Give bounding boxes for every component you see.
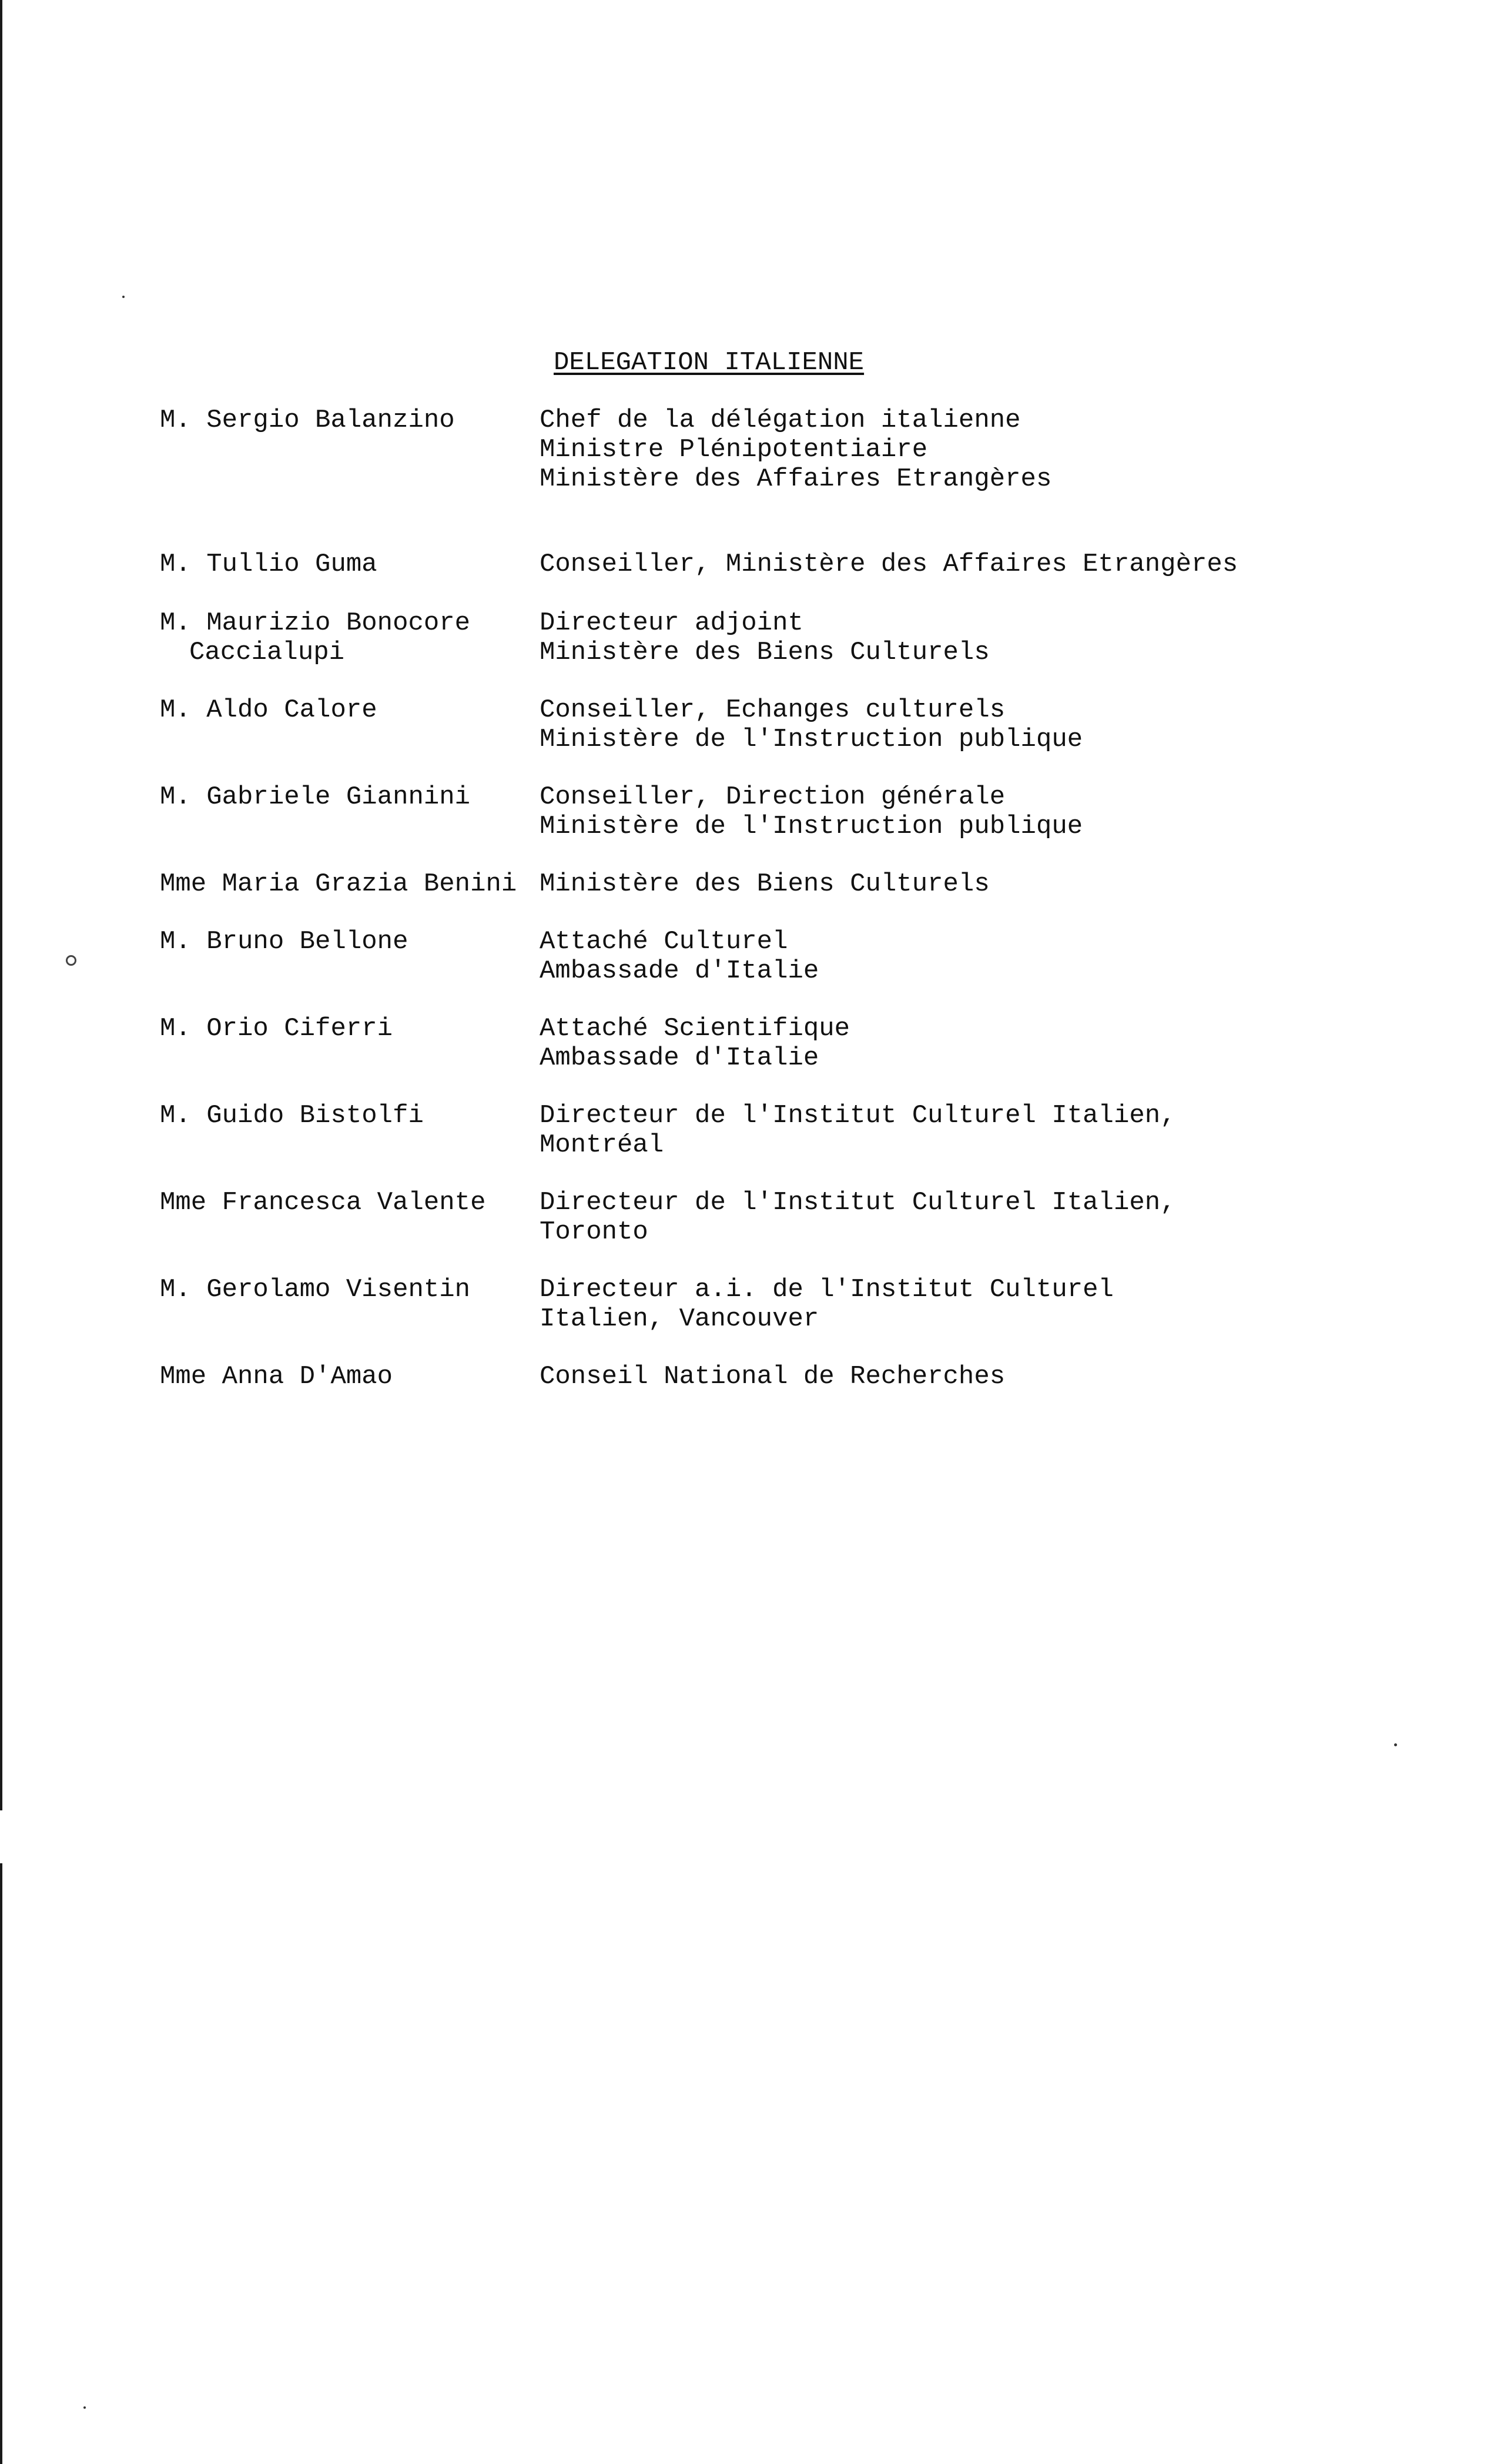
member-name-line: M. Guido Bistolfi [160, 1101, 424, 1130]
member-role-line: Chef de la délégation italienne [540, 406, 1021, 435]
member-role [540, 695, 1083, 754]
member-name [160, 406, 524, 435]
member-name [160, 869, 524, 899]
member-name-line: Mme Anna D'Amao [160, 1362, 393, 1391]
member-role-line: Ambassade d'Italie [540, 1043, 819, 1073]
member-name-line: M. Aldo Calore [160, 695, 377, 725]
member-name [160, 1362, 524, 1391]
member-name [160, 550, 524, 579]
member-role [540, 927, 819, 986]
member-name [160, 782, 524, 812]
member-role [540, 608, 990, 667]
member-role [540, 406, 1051, 494]
member-role-line: Directeur de l'Institut Culturel Italien, [540, 1101, 1176, 1130]
member-role-line: Ministère de l'Instruction publique [540, 725, 1083, 754]
scan-edge-gap [0, 1810, 4, 1863]
member-role [540, 1275, 1114, 1334]
member-role-line: Directeur adjoint [540, 608, 803, 638]
member-role [540, 1362, 1005, 1391]
member-role [540, 869, 990, 899]
page-heading: DELEGATION ITALIENNE [554, 348, 865, 377]
scan-left-edge [0, 0, 2, 2464]
member-name-line: Mme Francesca Valente [160, 1188, 486, 1217]
member-name [160, 927, 524, 956]
member-name [160, 1275, 524, 1304]
member-role-line: Conseiller, Ministère des Affaires Etrangères [540, 550, 1238, 579]
member-role-line: Ministère de l'Instruction publique [540, 812, 1083, 841]
member-name [160, 1101, 524, 1130]
member-role-line: Toronto [540, 1217, 648, 1247]
member-name-line: M. Maurizio Bonocore [160, 608, 471, 638]
member-role-line: Conseil National de Recherches [540, 1362, 1006, 1391]
member-role-line: Attaché Scientifique [540, 1014, 850, 1043]
member-role [540, 1101, 1176, 1160]
member-role-line: Directeur de l'Institut Culturel Italien, [540, 1188, 1176, 1217]
member-name-line: M. Sergio Balanzino [160, 406, 455, 435]
scan-speck [66, 955, 76, 966]
member-role-line: Directeur a.i. de l'Institut Culturel [540, 1275, 1114, 1304]
member-role [540, 1014, 850, 1073]
scan-speck [122, 296, 125, 298]
member-name-line: Mme Maria Grazia Benini [160, 869, 517, 899]
member-name [160, 695, 524, 725]
member-name [160, 1014, 524, 1043]
member-role-line: Ministre Plénipotentiaire [540, 435, 928, 464]
member-name [160, 1188, 524, 1217]
member-role-line: Ambassade d'Italie [540, 956, 819, 986]
scan-speck [1394, 1743, 1397, 1746]
member-role-line: Conseiller, Echanges culturels [540, 695, 1006, 725]
member-role-line: Ministère des Biens Culturels [540, 638, 990, 667]
member-role-line: Italien, Vancouver [540, 1304, 819, 1334]
member-name-line: M. Tullio Guma [160, 550, 377, 579]
member-role-line: Conseiller, Direction générale [540, 782, 1006, 812]
member-role [540, 782, 1083, 841]
member-name-line: M. Gabriele Giannini [160, 782, 471, 812]
member-name-line: M. Bruno Bellone [160, 927, 408, 956]
member-name-line: M. Orio Ciferri [160, 1014, 393, 1043]
member-role-line: Attaché Culturel [540, 927, 788, 956]
member-role-line: Ministère des Affaires Etrangères [540, 464, 1052, 494]
member-role [540, 1188, 1176, 1247]
member-role-line: Montréal [540, 1130, 664, 1160]
scan-speck [83, 2406, 86, 2409]
member-name-line: Caccialupi [189, 638, 345, 667]
member-role-line: Ministère des Biens Culturels [540, 869, 990, 899]
member-role [540, 550, 1238, 579]
member-name [160, 608, 524, 667]
member-name-line: M. Gerolamo Visentin [160, 1275, 471, 1304]
